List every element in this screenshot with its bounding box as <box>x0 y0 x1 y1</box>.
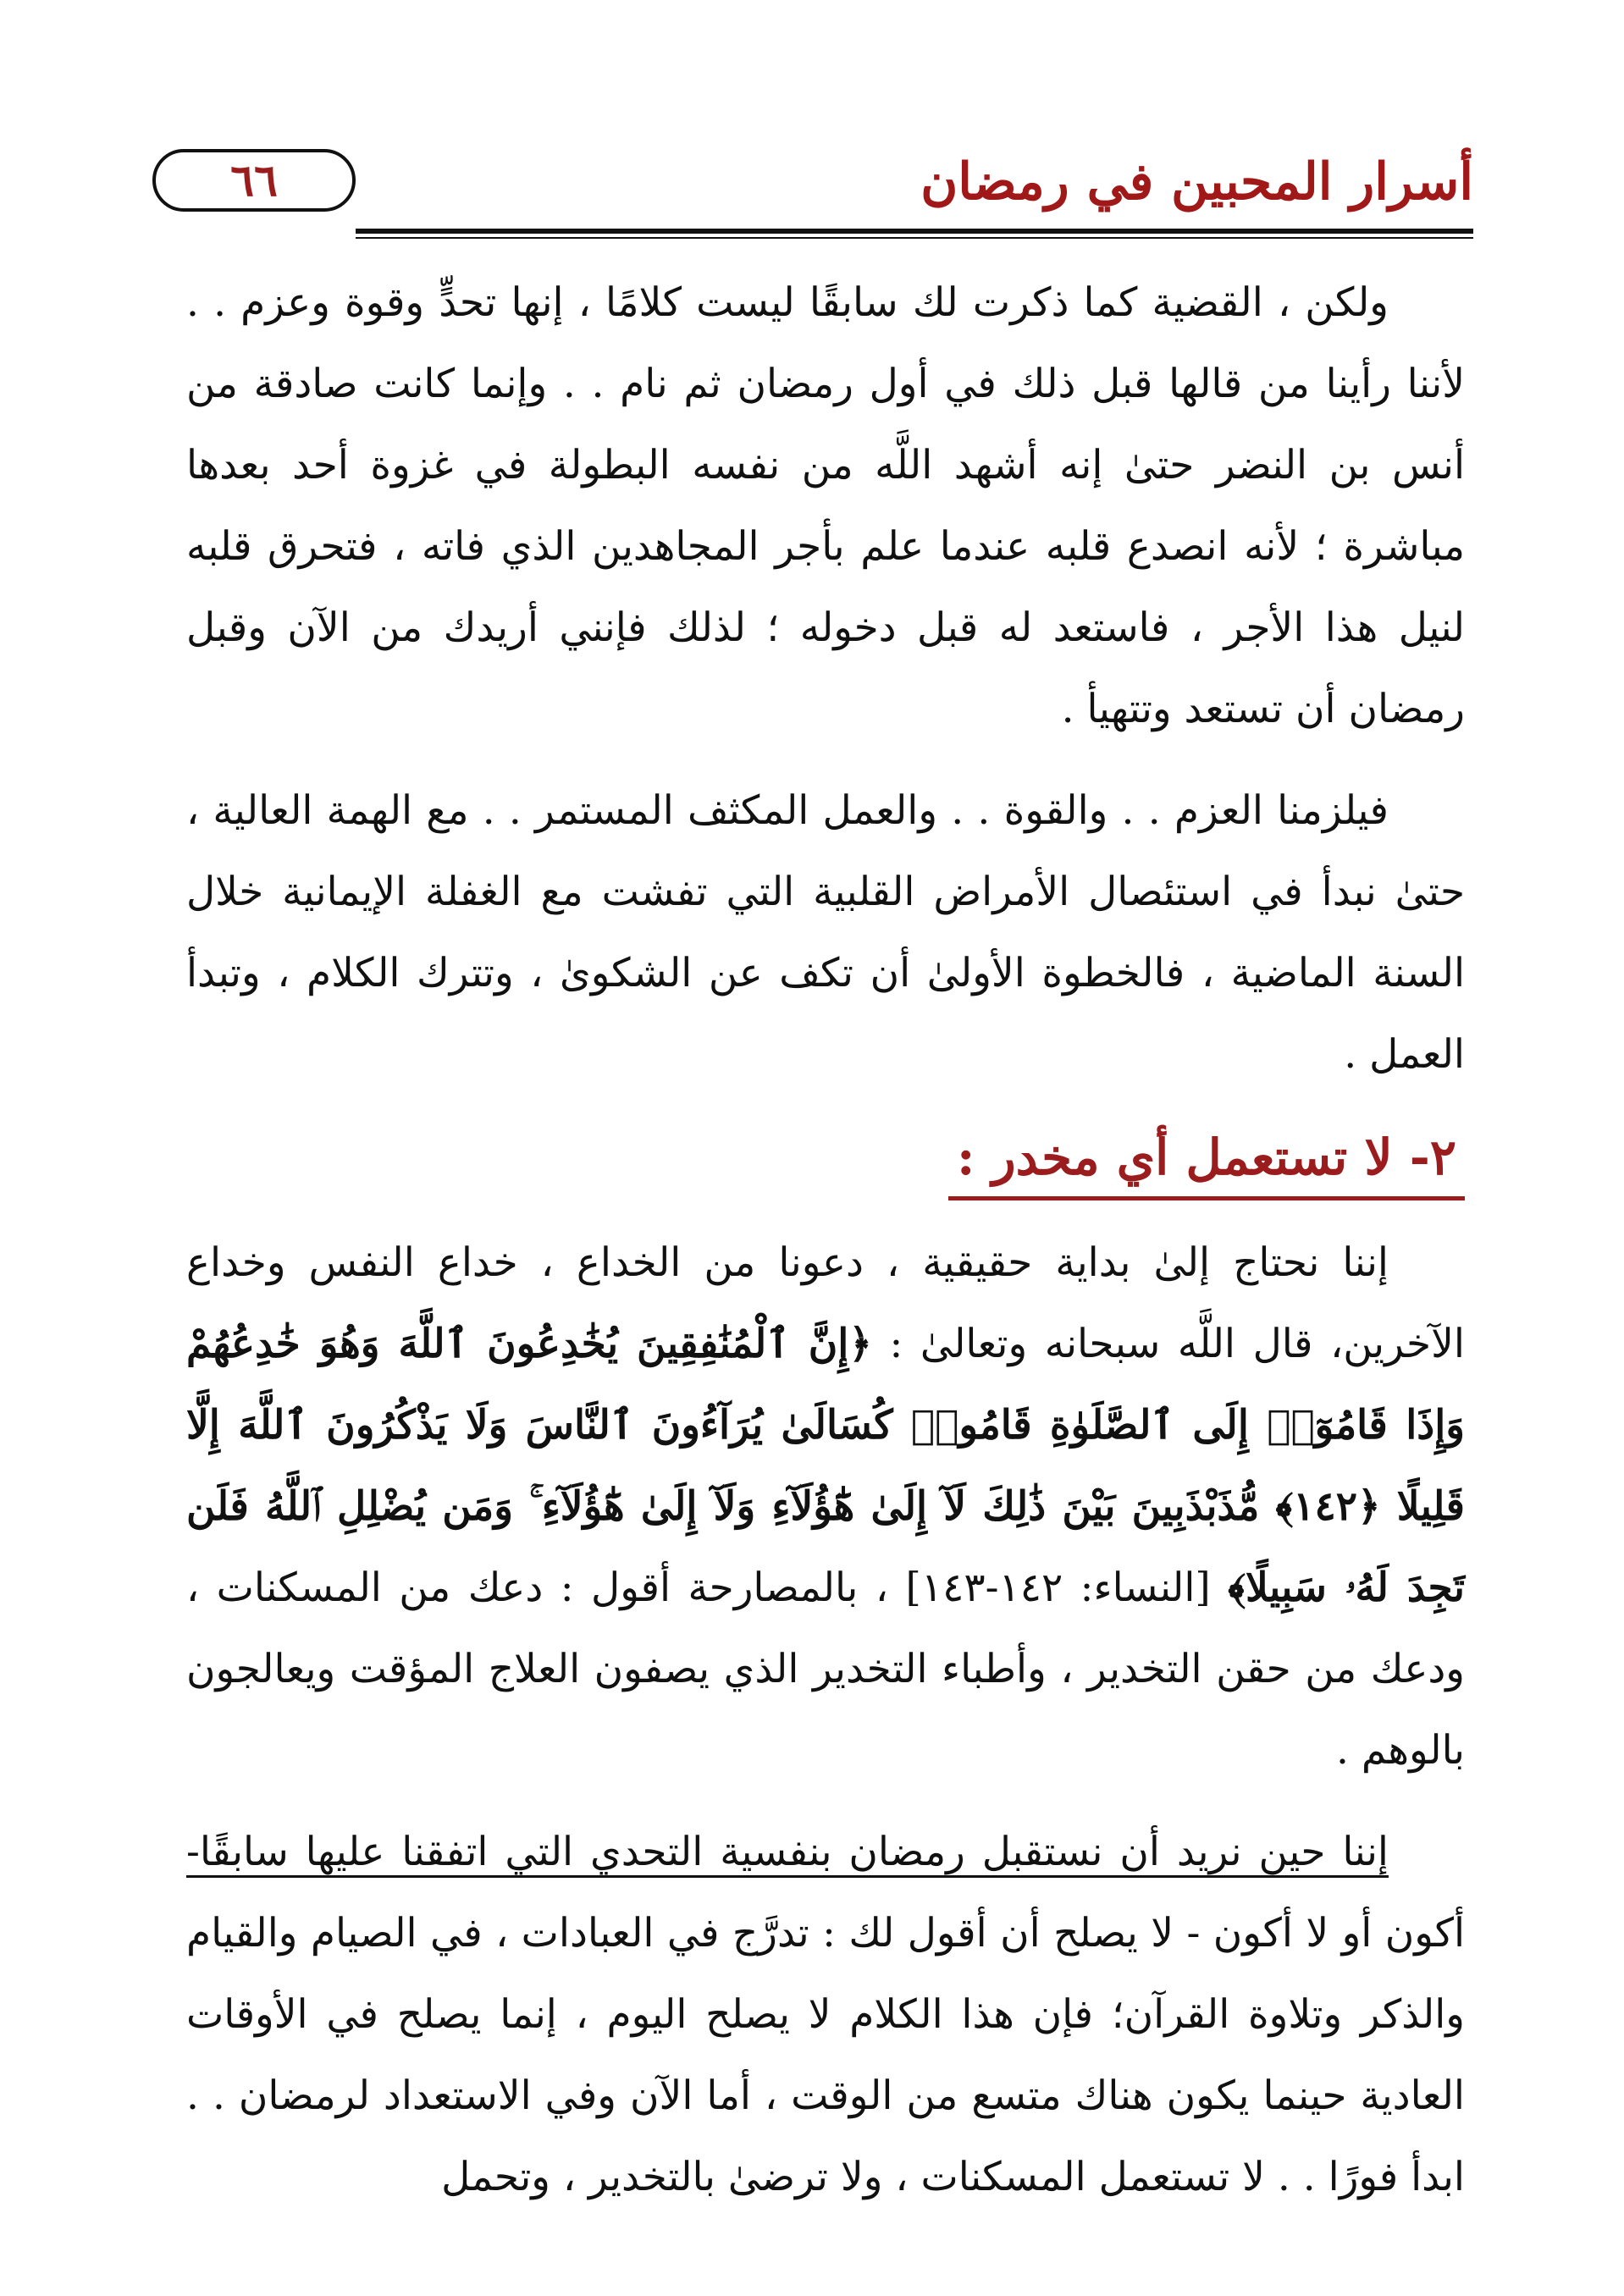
paragraph-4-rest: أكون أو لا أكون - لا يصلح أن أقول لك : تدرَّج في العبادات ، في الصيام والقيام والذكر وتلاوة القرآن؛ فإن هذا الكلام لا يصلح اليوم ، إنما يصلح في الأوقات العادية حينما يكون هناك متسع من الوقت ، أما الآن وفي الاستعداد لرمضان . . ابدأ فورًا . . لا تستعمل المسكنات ، ولا ترضىٰ بالتخدير ، وتحمل <box>186 1910 1465 2200</box>
section-heading: ٢- لا تستعمل أي مخدر : <box>948 1122 1465 1200</box>
paragraph-4 <box>186 1812 1465 2218</box>
paragraph-3 <box>186 1223 1465 1791</box>
paragraph-2: فيلزمنا العزم . . والقوة . . والعمل المكثف المستمر . . مع الهمة العالية ، حتىٰ نبدأ في استئصال الأمراض القلبية التي تفشت مع الغفلة الإيمانية خلال السنة الماضية ، فالخطوة الأولىٰ أن تكف عن الشكوىٰ ، وتترك الكلام ، وتبدأ العمل . <box>186 787 1465 1078</box>
quran-verse: ﴿إِنَّ ٱلْمُنَٰفِقِينَ يُخَٰدِعُونَ ٱللَّهَ وَهُوَ خَٰدِعُهُمْ وَإِذَا قَامُوٓا۟ إِلَى ٱلصَّلَوٰةِ قَامُوا۟ كُسَالَىٰ يُرَآءُونَ ٱلنَّاسَ وَلَا يَذْكُرُونَ ٱللَّهَ إِلَّا قَلِيلًا ﴿١٤٢﴾ مُّذَبْذَبِينَ بَيْنَ ذَٰلِكَ لَآ إِلَىٰ هَٰٓؤُلَآءِ وَلَآ إِلَىٰ هَٰٓؤُلَآءِ ۚ وَمَن يُضْلِلِ ٱللَّهُ فَلَن تَجِدَ لَهُۥ سَبِيلًا﴾ <box>186 1321 1466 1611</box>
header-divider <box>356 229 1473 239</box>
book-title: أسرار المحبين في رمضان <box>920 152 1473 212</box>
verse-reference: [النساء: ١٤٢-١٤٣] <box>905 1565 1211 1611</box>
paragraph-1: ولكن ، القضية كما ذكرت لك سابقًا ليست كلامًا ، إنها تحدٍّ وقوة وعزم . . لأننا رأينا من قالها قبل ذلك في أول رمضان ثم نام . . وإنما كانت صادقة من أنس بن النضر حتىٰ إنه أشهد اللَّه من نفسه البطولة في غزوة أحد بعدها مباشرة ؛ لأنه انصدع قلبه عندما علم بأجر المجاهدين الذي فاته ، فتحرق قلبه لنيل هذا الأجر ، فاستعد له قبل دخوله ؛ لذلك فإنني أريدك من الآن وقبل رمضان أن تستعد وتتهيأ . <box>186 279 1465 732</box>
page-header <box>152 144 1473 220</box>
underlined-sentence: إننا حين نريد أن نستقبل رمضان بنفسية التحدي التي اتفقنا عليها سابقًا- <box>186 1829 1389 1878</box>
paragraph-3-rest: ، بالمصارحة أقول : دعك من المسكنات ، ودعك من حقن التخدير ، وأطباء التخدير الذي يصفون العلاج المؤقت ويعالجون بالوهم . <box>186 1565 1465 1774</box>
section-heading-wrap <box>186 1121 1465 1202</box>
page-body <box>186 262 1465 2238</box>
paragraph-3-intro: إننا نحتاج إلىٰ بداية حقيقية ، دعونا من الخداع ، خداع النفس وخداع الآخرين، قال اللَّه سبحانه وتعالىٰ : <box>186 1239 1465 1367</box>
page-number: ٦٦ <box>152 149 356 212</box>
